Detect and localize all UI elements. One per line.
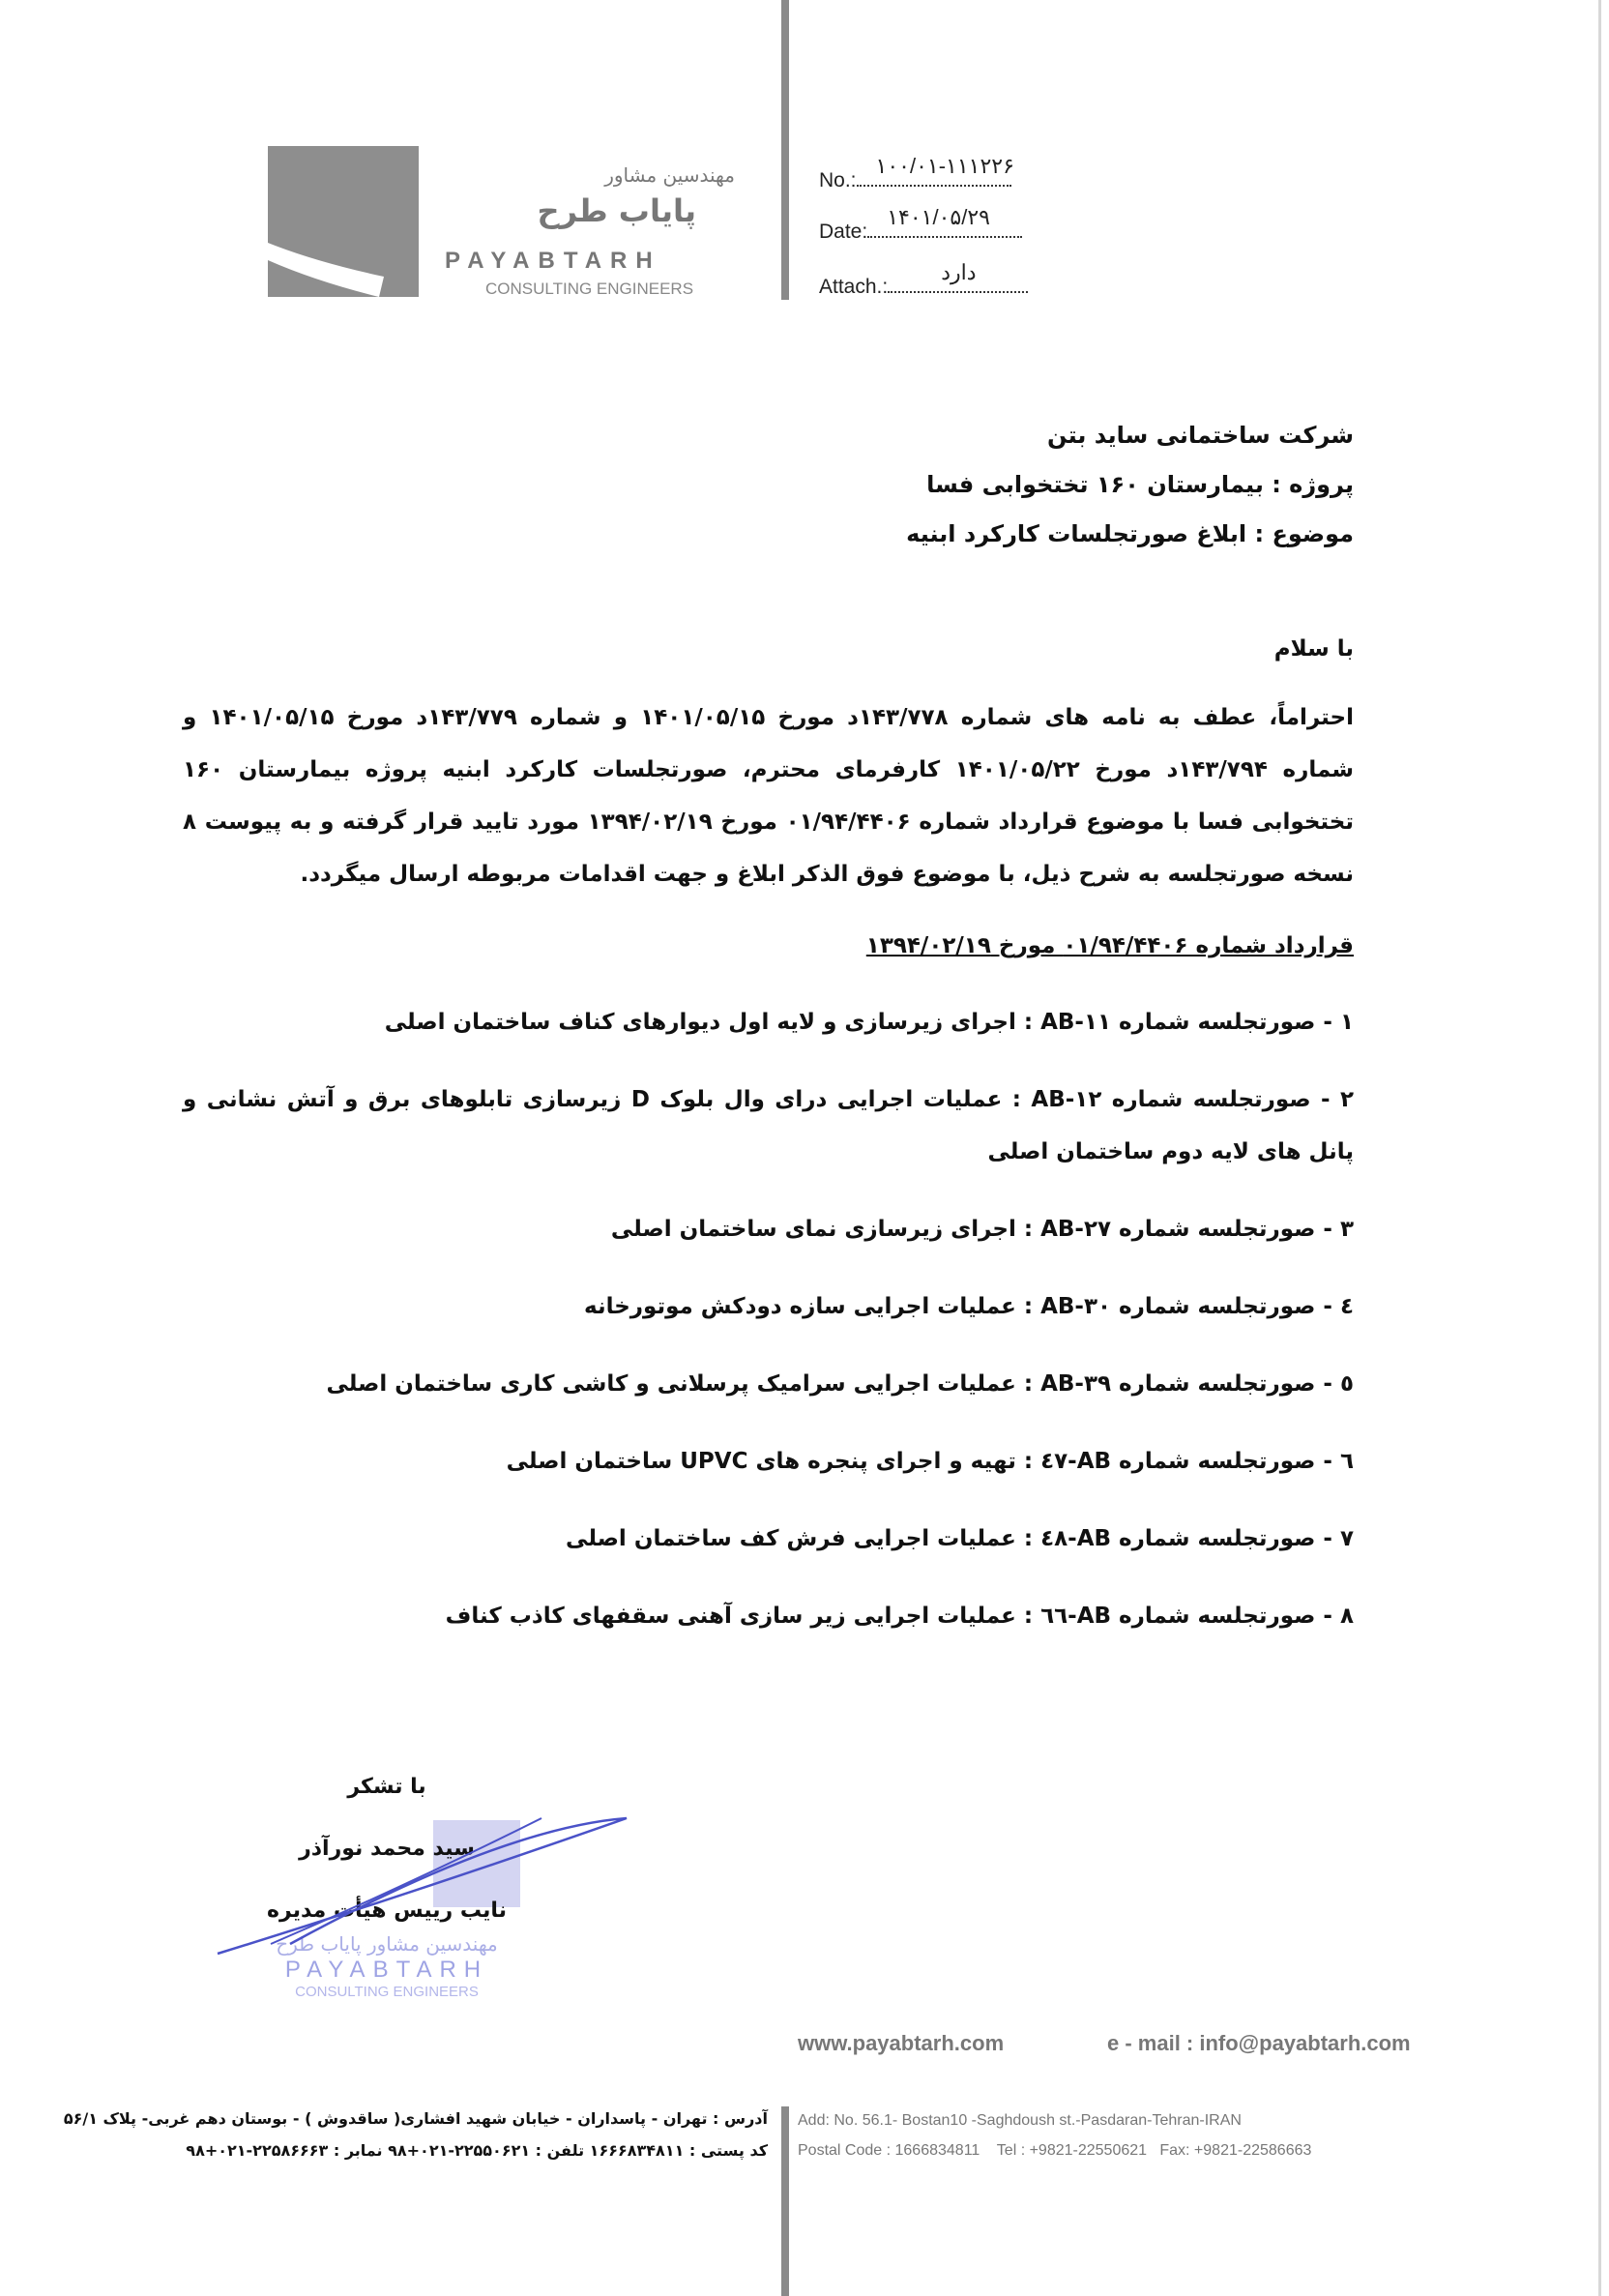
list-item: ٦ - صورتجلسه شماره AB-٤٧ : تهیه و اجرای پنجره های UPVC ساختمان اصلی — [506, 1449, 1354, 1474]
recipient-project: پروژه : بیمارستان ۱۶۰ تختخوابی فسا — [926, 471, 1354, 498]
page-edge — [1598, 0, 1601, 2296]
handwritten-signature — [213, 1799, 638, 1963]
list-item: ٤ - صورتجلسه شماره AB-۳۰ : عملیات اجرایی سازه دودکش موتورخانه — [584, 1294, 1354, 1319]
contract-heading: قرارداد شماره ۰۱/۹۴/۴۴۰۶ مورخ ۱۳۹۴/۰۲/۱۹ — [865, 933, 1354, 958]
date-label: Date: — [819, 221, 868, 243]
list-item: ٥ - صورتجلسه شماره AB-۳۹ : عملیات اجرایی سرامیک پرسلانی و کاشی کاری ساختمان اصلی — [326, 1371, 1354, 1397]
list-item: ۱ - صورتجلسه شماره AB-۱۱ : اجرای زیرسازی و لایه اول دیوارهای کناف ساختمان اصلی — [384, 1010, 1354, 1035]
date-value: ۱۴۰۱/۰۵/۲۹ — [887, 204, 990, 229]
contact-fa: کد پستی : ۱۶۶۶۸۳۴۸۱۱ تلفن : ۲۲۵۵۰۶۲۱-۰۲۱+۹۸ نمابر : ۲۲۵۸۶۶۶۳-۰۲۱+۹۸ — [186, 2141, 768, 2160]
recipient-subject: موضوع : ابلاغ صورتجلسات کارکرد ابنیه — [906, 520, 1354, 547]
letter-number — [819, 153, 1061, 192]
logo-mark — [268, 146, 419, 297]
email-link[interactable]: e - mail : info@payabtarh.com — [1107, 2031, 1411, 2055]
no-label: No.: — [819, 169, 857, 191]
list-item: ۳ - صورتجلسه شماره AB-۲۷ : اجرای زیرسازی نمای ساختمان اصلی — [610, 1217, 1354, 1242]
recipient-company: شرکت ساختمانی ساید بتن — [1047, 422, 1354, 449]
signer-title: نایب رییس هیأت مدیره — [267, 1899, 507, 1923]
footer-divider — [781, 2106, 789, 2296]
logo-fa-name: پایاب طرح — [537, 192, 696, 229]
address-en: Add: No. 56.1- Bostan10 -Saghdoush st.-Pasdaran-Tehran-IRAN — [798, 2112, 1242, 2129]
attach-label: Attach.: — [819, 276, 889, 298]
logo-fa-subtitle: مهندسین مشاور — [604, 163, 735, 187]
address-fa: آدرس : تهران - پاسداران - خیابان شهید افشاری( ساقدوش ) - بوستان دهم غربی- پلاک ۵۶/۱ — [63, 2109, 768, 2128]
logo-en-subtitle: CONSULTING ENGINEERS — [485, 280, 694, 298]
stamp-en-sub: CONSULTING ENGINEERS — [295, 1984, 479, 2000]
list-item: ۲ - صورتجلسه شماره AB-۱۲ : عملیات اجرایی درای وال بلوک D زیرسازی تابلوهای برق و آتش نشانی و پانل های لایه دوم ساختمان اصلی — [183, 1087, 1354, 1164]
website-link[interactable]: www.payabtarh.com — [798, 2031, 1005, 2055]
logo-en-name: PAYABTARH — [445, 248, 661, 274]
no-value: ۱۰۰/۰۱-۱۱۱۲۲۶ — [875, 153, 1014, 178]
greeting: با سلام — [1273, 636, 1354, 662]
signature-closing: با تشکر — [347, 1775, 426, 1799]
letter-date — [819, 204, 1061, 244]
letter-body — [183, 411, 1354, 1642]
contact-en: Postal Code : 1666834811 Tel : +9821-22550621 Fax: +9821-22586663 — [798, 2142, 1312, 2159]
stamp-en: PAYABTARH — [284, 1957, 489, 1983]
list-item: ۸ - صورتجلسه شماره AB-٦٦ : عملیات اجرایی زیر سازی آهنی سقفهای کاذب کناف — [445, 1604, 1354, 1629]
signer-name: سید محمد نورآذر — [299, 1837, 475, 1861]
list-item: ۷ - صورتجلسه شماره AB-٤٨ : عملیات اجرایی فرش کف ساختمان اصلی — [566, 1526, 1354, 1551]
body-paragraph: احتراماً، عطف به نامه های شماره ۱۴۳/۷۷۸د مورخ ۱۴۰۱/۰۵/۱۵ و شماره ۱۴۳/۷۷۹د مورخ ۱۴۰۱/۰۵/۱۵ و شماره ۱۴۳/۷۹۴د مورخ ۱۴۰۱/۰۵/۲۲ کارفرمای محترم، صورتجلسات کارکرد ابنیه پروژه بیمارستان ۱۶۰ تختخوابی فسا با موضوع قرارداد شماره ۰۱/۹۴/۴۴۰۶ مورخ ۱۳۹۴/۰۲/۱۹ مورد تایید قرار گرفته و به پیوست ۸ نسخه صورتجلسه به شرح ذیل، با موضوع فوق الذکر ابلاغ و جهت اقدامات مربوطه ارسال میگردد. — [183, 705, 1355, 887]
stamp-fa: مهندسین مشاور پایاب طرح — [276, 1932, 498, 1956]
header-divider — [781, 0, 789, 300]
attach-value: دارد — [941, 259, 977, 284]
letter-attachment — [819, 259, 1061, 299]
